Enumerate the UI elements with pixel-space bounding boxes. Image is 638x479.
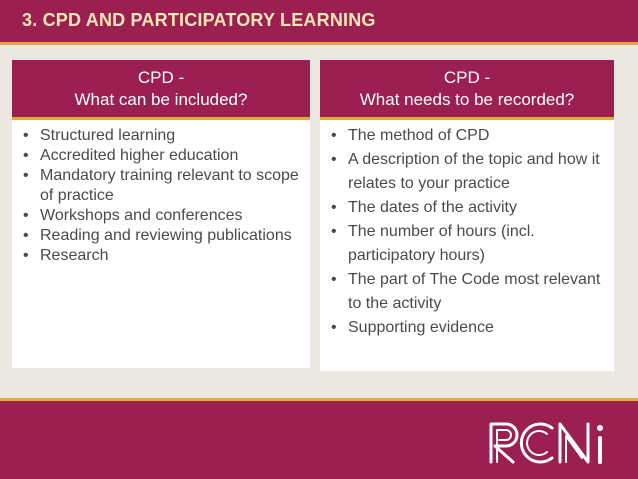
left-panel-body: [12, 120, 310, 368]
list-item: [22, 146, 302, 166]
list-item-text: Research: [40, 247, 109, 264]
right-panel-header: [320, 60, 614, 117]
list-item-text: The dates of the activity: [348, 199, 517, 216]
list-item: [22, 246, 302, 266]
right-panel-title-line2: What needs to be recorded?: [359, 89, 575, 109]
list-item-text: Mandatory training relevant to scope of practice: [40, 167, 299, 204]
right-panel-list: [330, 124, 606, 340]
bullet-icon: •: [331, 319, 337, 336]
list-item: [330, 148, 606, 196]
list-item: [22, 206, 302, 226]
right-panel: [320, 60, 614, 371]
list-item-text: The number of hours (incl. participatory hours): [348, 223, 535, 264]
left-panel-header: [12, 60, 310, 117]
right-panel-title-line1: CPD -: [443, 67, 491, 87]
list-item-text: Reading and reviewing publications: [40, 227, 292, 244]
left-panel: [12, 60, 310, 368]
bullet-icon: •: [331, 127, 337, 144]
list-item-text: The method of CPD: [348, 127, 490, 144]
bullet-icon: •: [331, 223, 337, 240]
left-panel-title-line2: What can be included?: [74, 89, 248, 109]
left-panel-title-line1: CPD -: [137, 67, 185, 87]
list-item-text: The part of The Code most relevant to the activity: [348, 271, 601, 312]
header-bar: [0, 0, 638, 42]
list-item: [330, 268, 606, 316]
list-item: [330, 316, 606, 340]
header-divider: [0, 42, 638, 45]
list-item: [22, 126, 302, 146]
list-item-text: Structured learning: [40, 127, 176, 144]
bullet-icon: •: [331, 199, 337, 216]
list-item: [22, 166, 302, 206]
list-item-text: A description of the topic and how it relates to your practice: [348, 151, 600, 192]
bullet-icon: •: [331, 151, 337, 168]
list-item: [330, 124, 606, 148]
bullet-icon: •: [23, 147, 29, 164]
list-item: [330, 220, 606, 268]
bullet-icon: •: [331, 271, 337, 288]
bullet-icon: •: [23, 207, 29, 224]
right-panel-body: [320, 120, 614, 371]
list-item-text: Workshops and conferences: [40, 207, 243, 224]
list-item: [22, 226, 302, 246]
left-panel-list: [22, 126, 302, 266]
bullet-icon: •: [23, 167, 29, 184]
list-item-text: Accredited higher education: [40, 147, 239, 164]
bullet-icon: •: [23, 227, 29, 244]
bullet-icon: •: [23, 127, 29, 144]
bullet-icon: •: [23, 247, 29, 264]
list-item-text: Supporting evidence: [348, 319, 494, 336]
rcni-logo: [488, 420, 624, 464]
list-item: [330, 196, 606, 220]
slide-title: 3. CPD AND PARTICIPATORY LEARNING: [22, 10, 376, 30]
